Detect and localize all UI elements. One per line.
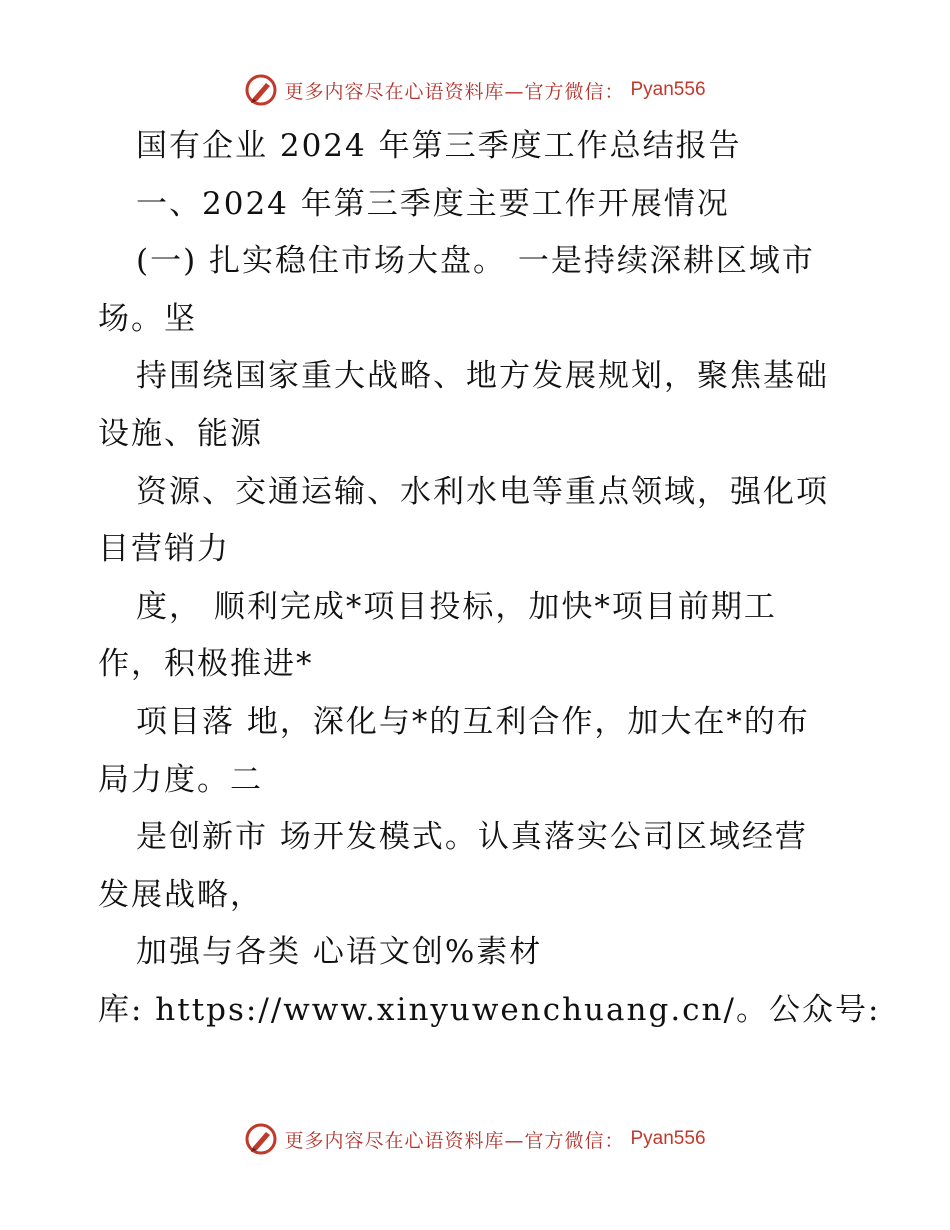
document-line: 场。坚: [98, 300, 197, 337]
document-title: 国有企业 2024 年第三季度工作总结报告: [136, 128, 742, 164]
document-line: 发展战略，: [98, 876, 263, 913]
red-pen-circle-logo-icon: [244, 73, 278, 107]
document-line: 加强与各类 心语文创%素材: [136, 934, 543, 971]
document-line: 持围绕国家重大战略、地方发展规划，聚焦基础: [136, 358, 829, 395]
red-pen-circle-logo-icon: [244, 1122, 278, 1156]
watermark-wechat-id: Pyan556: [630, 1128, 706, 1149]
header-watermark: [0, 68, 950, 112]
document-line: 一、2024 年第三季度主要工作开展情况: [136, 185, 730, 222]
document-body: [98, 118, 881, 1040]
document-line: 局力度。二: [98, 761, 263, 798]
footer-watermark: [0, 1117, 950, 1161]
document-line: 目营销力: [98, 531, 230, 568]
watermark-text: 更多内容尽在心语资料库—官方微信：: [284, 1129, 625, 1152]
document-line: 设施、能源: [98, 415, 263, 452]
document-line: 资源、交通运输、水利水电等重点领域，强化项: [136, 473, 829, 510]
watermark-wechat-id: Pyan556: [630, 79, 706, 100]
document-line: 度， 顺利完成*项目投标，加快*项目前期工: [136, 588, 777, 625]
document-line: 库: https://www.xinyuwenchuang.cn/。公众号:: [98, 991, 881, 1028]
document-line: 作，积极推进*: [98, 646, 314, 683]
document-line: 项目落 地，深化与*的互利合作，加大在*的布: [136, 703, 810, 740]
document-line: (一) 扎实稳住市场大盘。 一是持续深耕区域市: [136, 243, 815, 280]
document-line: 是创新市 场开发模式。认真落实公司区域经营: [136, 819, 808, 856]
watermark-text: 更多内容尽在心语资料库—官方微信：: [284, 80, 625, 103]
